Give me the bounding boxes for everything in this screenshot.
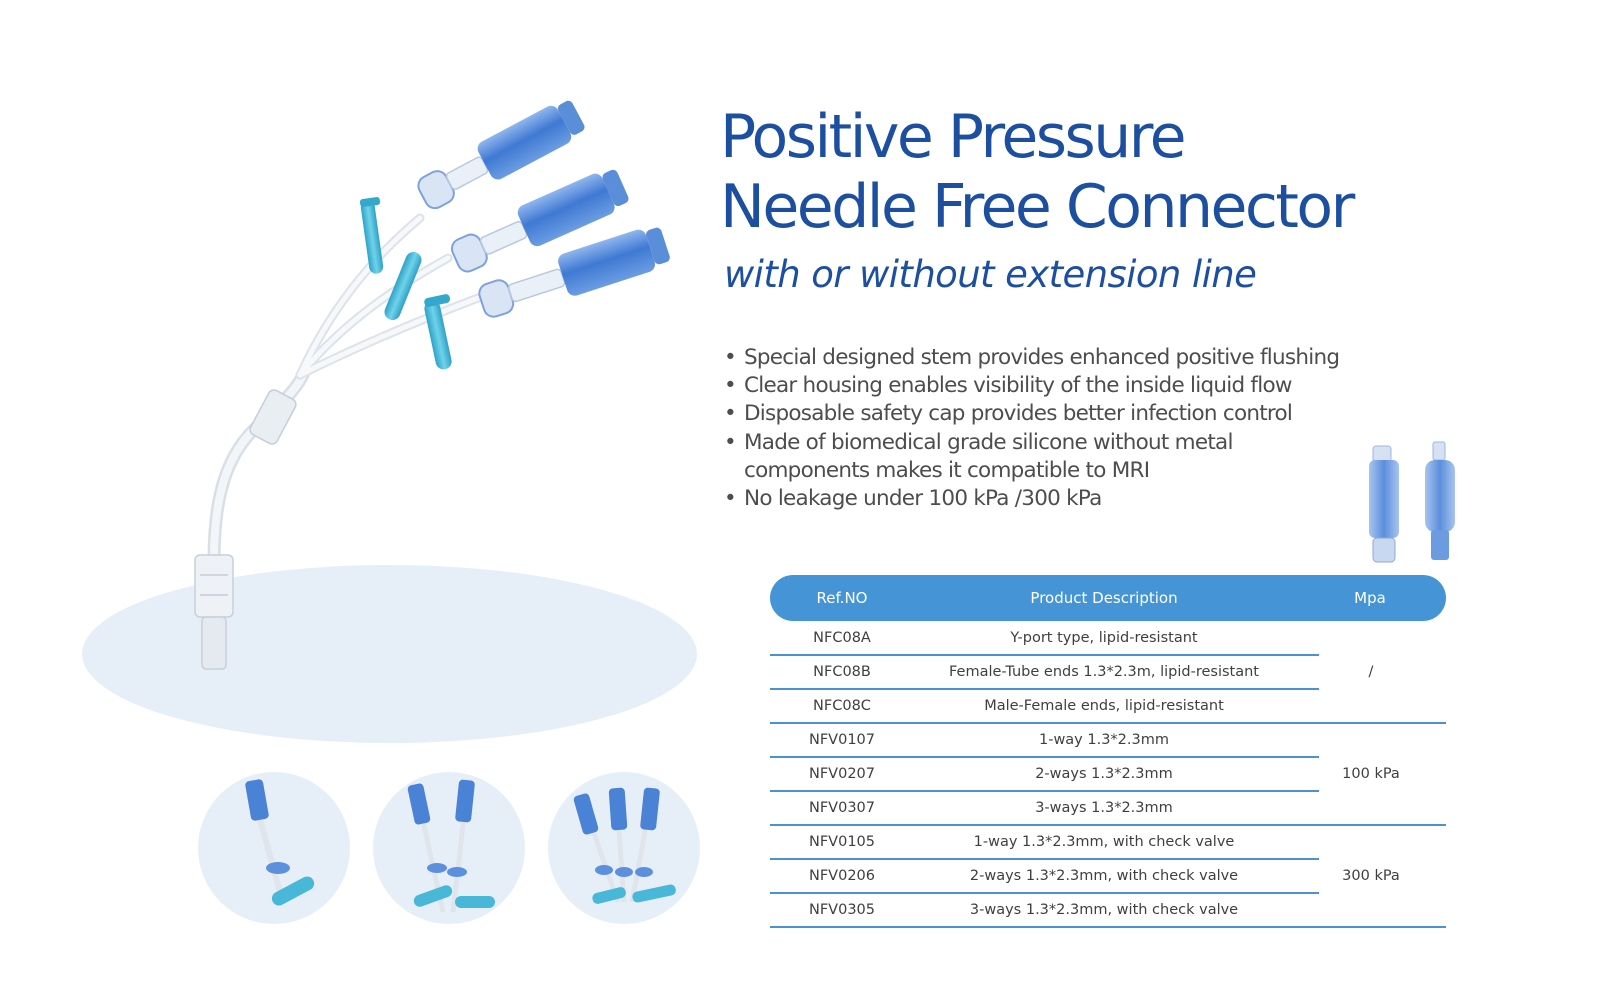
table-header: [770, 575, 1446, 621]
cell-ref: NFV0107: [808, 732, 875, 748]
cell-ref: NFV0305: [808, 902, 875, 918]
feature-item: • Made of biomedical grade silicone without metal components makes it compatible to MRI: [724, 429, 1364, 485]
pressure-group-value: 100 kPa: [1342, 766, 1400, 782]
table-row: [770, 655, 1297, 689]
group-divider: [770, 722, 1446, 724]
cell-description: 3-ways 1.3*2.3mm: [1035, 800, 1173, 816]
cell-ref: NFV0307: [808, 800, 875, 816]
feature-item: • No leakage under 100 kPa /300 kPa: [724, 485, 1364, 513]
row-divider: [770, 756, 1319, 758]
table-body: [770, 621, 1446, 927]
cell-ref: NFC08C: [813, 698, 871, 714]
title-line-2: Needle Free Connector: [720, 172, 1353, 242]
cell-description: 2-ways 1.3*2.3mm: [1035, 766, 1173, 782]
row-divider: [770, 892, 1319, 894]
feature-item: • Special designed stem provides enhanced positive flushing: [724, 344, 1364, 372]
cell-ref: NFV0105: [808, 834, 875, 850]
two-way-connector-icon: [373, 772, 525, 924]
table-row: [770, 825, 1297, 859]
table-row: [770, 723, 1297, 757]
cell-description: 3-ways 1.3*2.3mm, with check valve: [969, 902, 1239, 918]
cell-description: Female-Tube ends 1.3*2.3m, lipid-resistant: [949, 664, 1259, 680]
table-row: [770, 791, 1297, 825]
table-row: [770, 893, 1297, 927]
title-line-1: Positive Pressure: [720, 102, 1185, 172]
three-way-connector-icon: [548, 772, 700, 924]
page-title: [720, 102, 1353, 242]
table-row: [770, 757, 1297, 791]
connector-valve-pair-illustration: [1355, 440, 1475, 570]
cell-ref: NFV0207: [808, 766, 875, 782]
feature-item: • Disposable safety cap provides better infection control: [724, 400, 1364, 428]
cell-description: Y-port type, lipid-resistant: [1010, 630, 1198, 646]
cell-description: 2-ways 1.3*2.3mm, with check valve: [969, 868, 1239, 884]
table-row: [770, 621, 1297, 655]
table-row: [770, 859, 1297, 893]
row-divider: [770, 654, 1319, 656]
row-divider: [770, 790, 1319, 792]
three-way-connector-illustration: [0, 0, 700, 700]
cell-description: 1-way 1.3*2.3mm, with check valve: [973, 834, 1235, 850]
thumbnail-one-way: [198, 772, 350, 924]
pressure-group-value: /: [1368, 664, 1374, 680]
feature-item: • Clear housing enables visibility of the inside liquid flow: [724, 372, 1364, 400]
header-mpa: Mpa: [1354, 589, 1386, 607]
pressure-group-value: 300 kPa: [1342, 868, 1400, 884]
table-bottom-rule: [770, 926, 1446, 928]
row-divider: [770, 688, 1319, 690]
thumbnail-two-way: [373, 772, 525, 924]
cell-ref: NFC08A: [813, 630, 871, 646]
table-row: [770, 689, 1297, 723]
group-divider: [770, 824, 1446, 826]
cell-description: Male-Female ends, lipid-resistant: [984, 698, 1224, 714]
thumbnail-three-way: [548, 772, 700, 924]
row-divider: [770, 858, 1319, 860]
feature-list: [724, 344, 1364, 513]
header-description: Product Description: [1030, 589, 1178, 607]
page-subtitle: with or without extension line: [724, 253, 1257, 296]
spec-table: [770, 575, 1446, 927]
one-way-connector-icon: [198, 772, 350, 924]
cell-description: 1-way 1.3*2.3mm: [1038, 732, 1169, 748]
cell-ref: NFV0206: [808, 868, 875, 884]
header-ref: Ref.NO: [816, 589, 868, 607]
cell-ref: NFC08B: [813, 664, 871, 680]
